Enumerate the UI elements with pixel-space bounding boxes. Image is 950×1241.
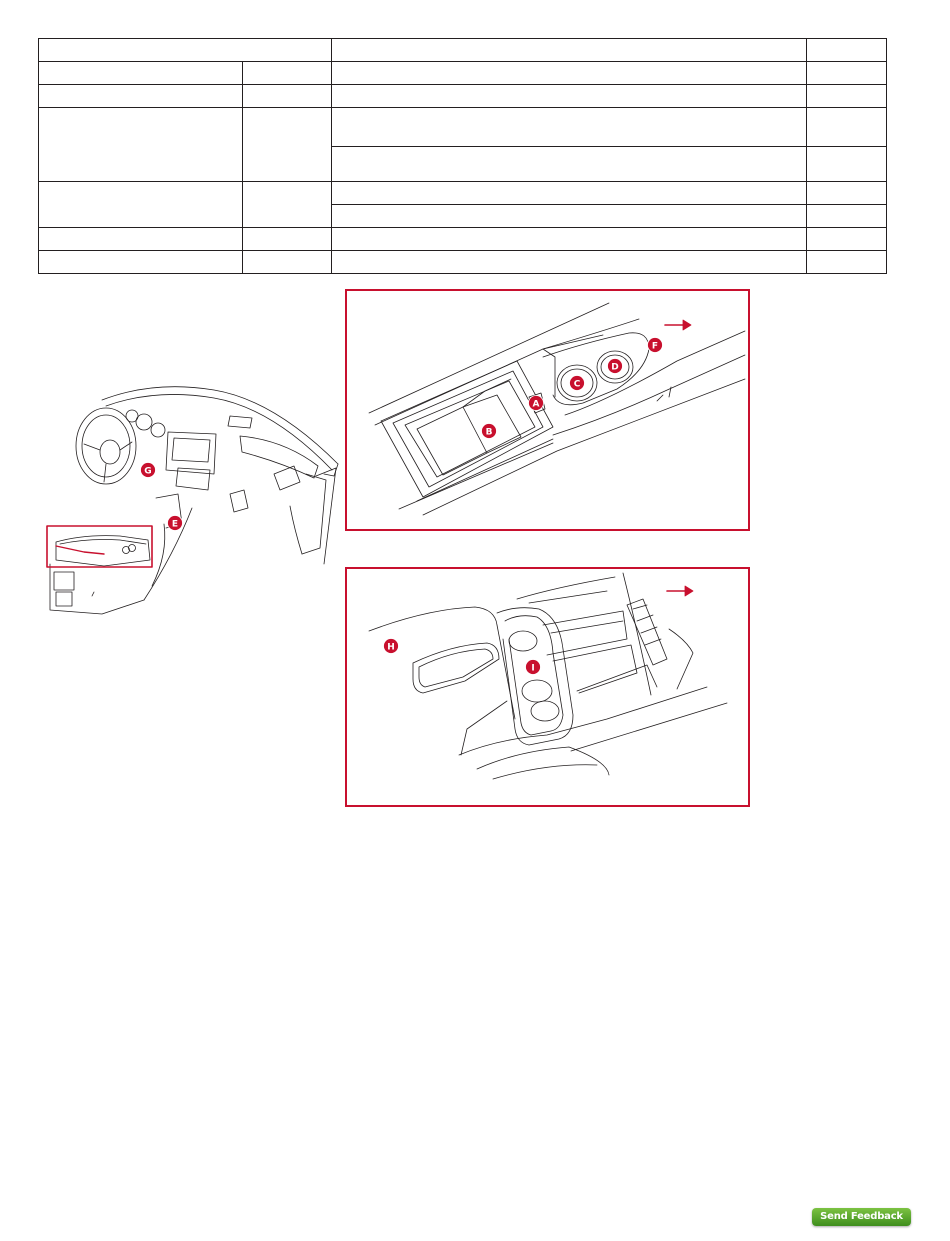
table-cell (39, 85, 243, 108)
callout-a: A (532, 399, 540, 410)
table-cell (332, 39, 807, 62)
table-cell (807, 182, 887, 205)
table-cell (807, 62, 887, 85)
callout-c: C (573, 379, 581, 390)
callout-e: E (171, 519, 179, 530)
table-row (39, 62, 887, 85)
table-cell (332, 228, 807, 251)
table-cell (243, 108, 332, 182)
table-cell (807, 39, 887, 62)
table-cell (243, 251, 332, 274)
table-cell (332, 147, 807, 182)
callout-f: F (651, 341, 659, 352)
table-row (39, 228, 887, 251)
table-cell (39, 251, 243, 274)
table-cell (807, 205, 887, 228)
table-cell (332, 108, 807, 147)
table-cell (807, 108, 887, 147)
table-cell (39, 108, 243, 182)
table-row (39, 251, 887, 274)
table-cell (807, 251, 887, 274)
table-cell (243, 228, 332, 251)
table-cell (332, 62, 807, 85)
table-row (39, 85, 887, 108)
send-feedback-button[interactable]: Send Feedback (812, 1208, 911, 1226)
callout-d: D (611, 362, 619, 373)
callout-g: G (144, 466, 152, 477)
table-cell (332, 182, 807, 205)
table-cell (243, 85, 332, 108)
table-cell (332, 251, 807, 274)
table-cell (39, 39, 332, 62)
table-cell (807, 85, 887, 108)
table-row (39, 108, 887, 147)
front-console-detail-panel (345, 289, 750, 531)
table-cell (807, 147, 887, 182)
callout-b: B (485, 427, 493, 438)
table-cell (39, 228, 243, 251)
table-cell (243, 182, 332, 228)
table-cell (332, 85, 807, 108)
table-cell (39, 62, 243, 85)
dashboard-overview-illustration (44, 378, 340, 622)
table-cell (39, 182, 243, 228)
table-row (39, 39, 887, 62)
table-cell (243, 62, 332, 85)
callout-h: H (387, 642, 395, 653)
table-cell (332, 205, 807, 228)
callout-i: I (531, 663, 535, 674)
table-row (39, 182, 887, 205)
table-cell (807, 228, 887, 251)
spec-table (38, 38, 887, 274)
rear-console-detail-panel (345, 567, 750, 807)
